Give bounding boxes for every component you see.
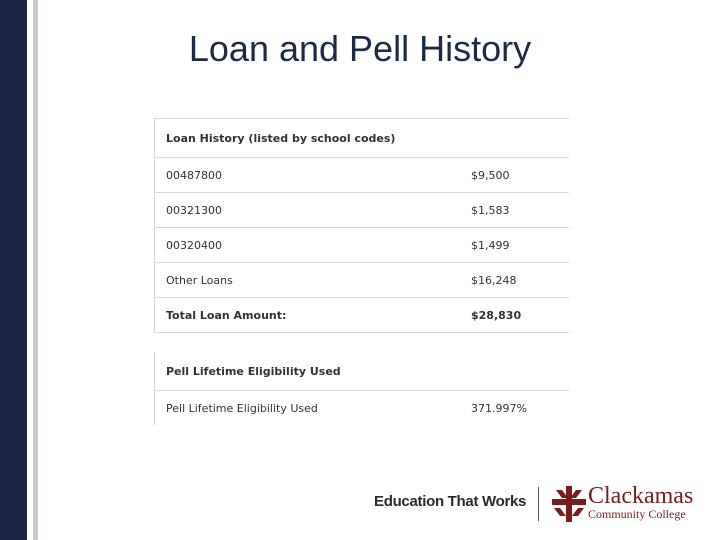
- school-code: 00320400: [166, 239, 222, 252]
- school-code: 00321300: [166, 204, 222, 217]
- tagline: Education That Works: [374, 493, 527, 510]
- loan-history-header-label: Loan History (listed by school codes): [166, 132, 396, 145]
- table-row: [155, 262, 569, 297]
- pell-header-label: Pell Lifetime Eligibility Used: [166, 365, 341, 378]
- footer-branding: [374, 484, 694, 524]
- pell-eligibility-table: [154, 352, 569, 425]
- pell-row-label: Pell Lifetime Eligibility Used: [166, 402, 318, 415]
- college-subtitle: Community College: [588, 507, 686, 521]
- college-name: Clackamas: [588, 483, 694, 509]
- total-row: [155, 297, 569, 332]
- other-loans-label: Other Loans: [166, 274, 233, 287]
- loan-history-table: [154, 118, 569, 333]
- loan-amount: $9,500: [471, 169, 510, 182]
- school-code: 00487800: [166, 169, 222, 182]
- table-row: [155, 157, 569, 192]
- loan-history-header: [155, 118, 569, 157]
- total-label: Total Loan Amount:: [166, 309, 287, 322]
- loan-amount: $16,248: [471, 274, 517, 287]
- loan-amount: $1,499: [471, 239, 510, 252]
- sidebar-dark-stripe: [0, 0, 27, 540]
- sidebar-light-stripe: [33, 0, 38, 540]
- table-bottom-rule: [155, 332, 569, 333]
- pell-header: [155, 352, 569, 390]
- slide-title: Loan and Pell History: [188, 28, 532, 69]
- table-row: [155, 390, 569, 425]
- total-amount: $28,830: [471, 309, 522, 322]
- loan-amount: $1,583: [471, 204, 510, 217]
- table-row: [155, 192, 569, 227]
- footer-divider: [538, 487, 539, 521]
- table-row: [155, 227, 569, 262]
- clackamas-logo-icon: [552, 486, 586, 522]
- pell-row-value: 371.997%: [471, 402, 527, 415]
